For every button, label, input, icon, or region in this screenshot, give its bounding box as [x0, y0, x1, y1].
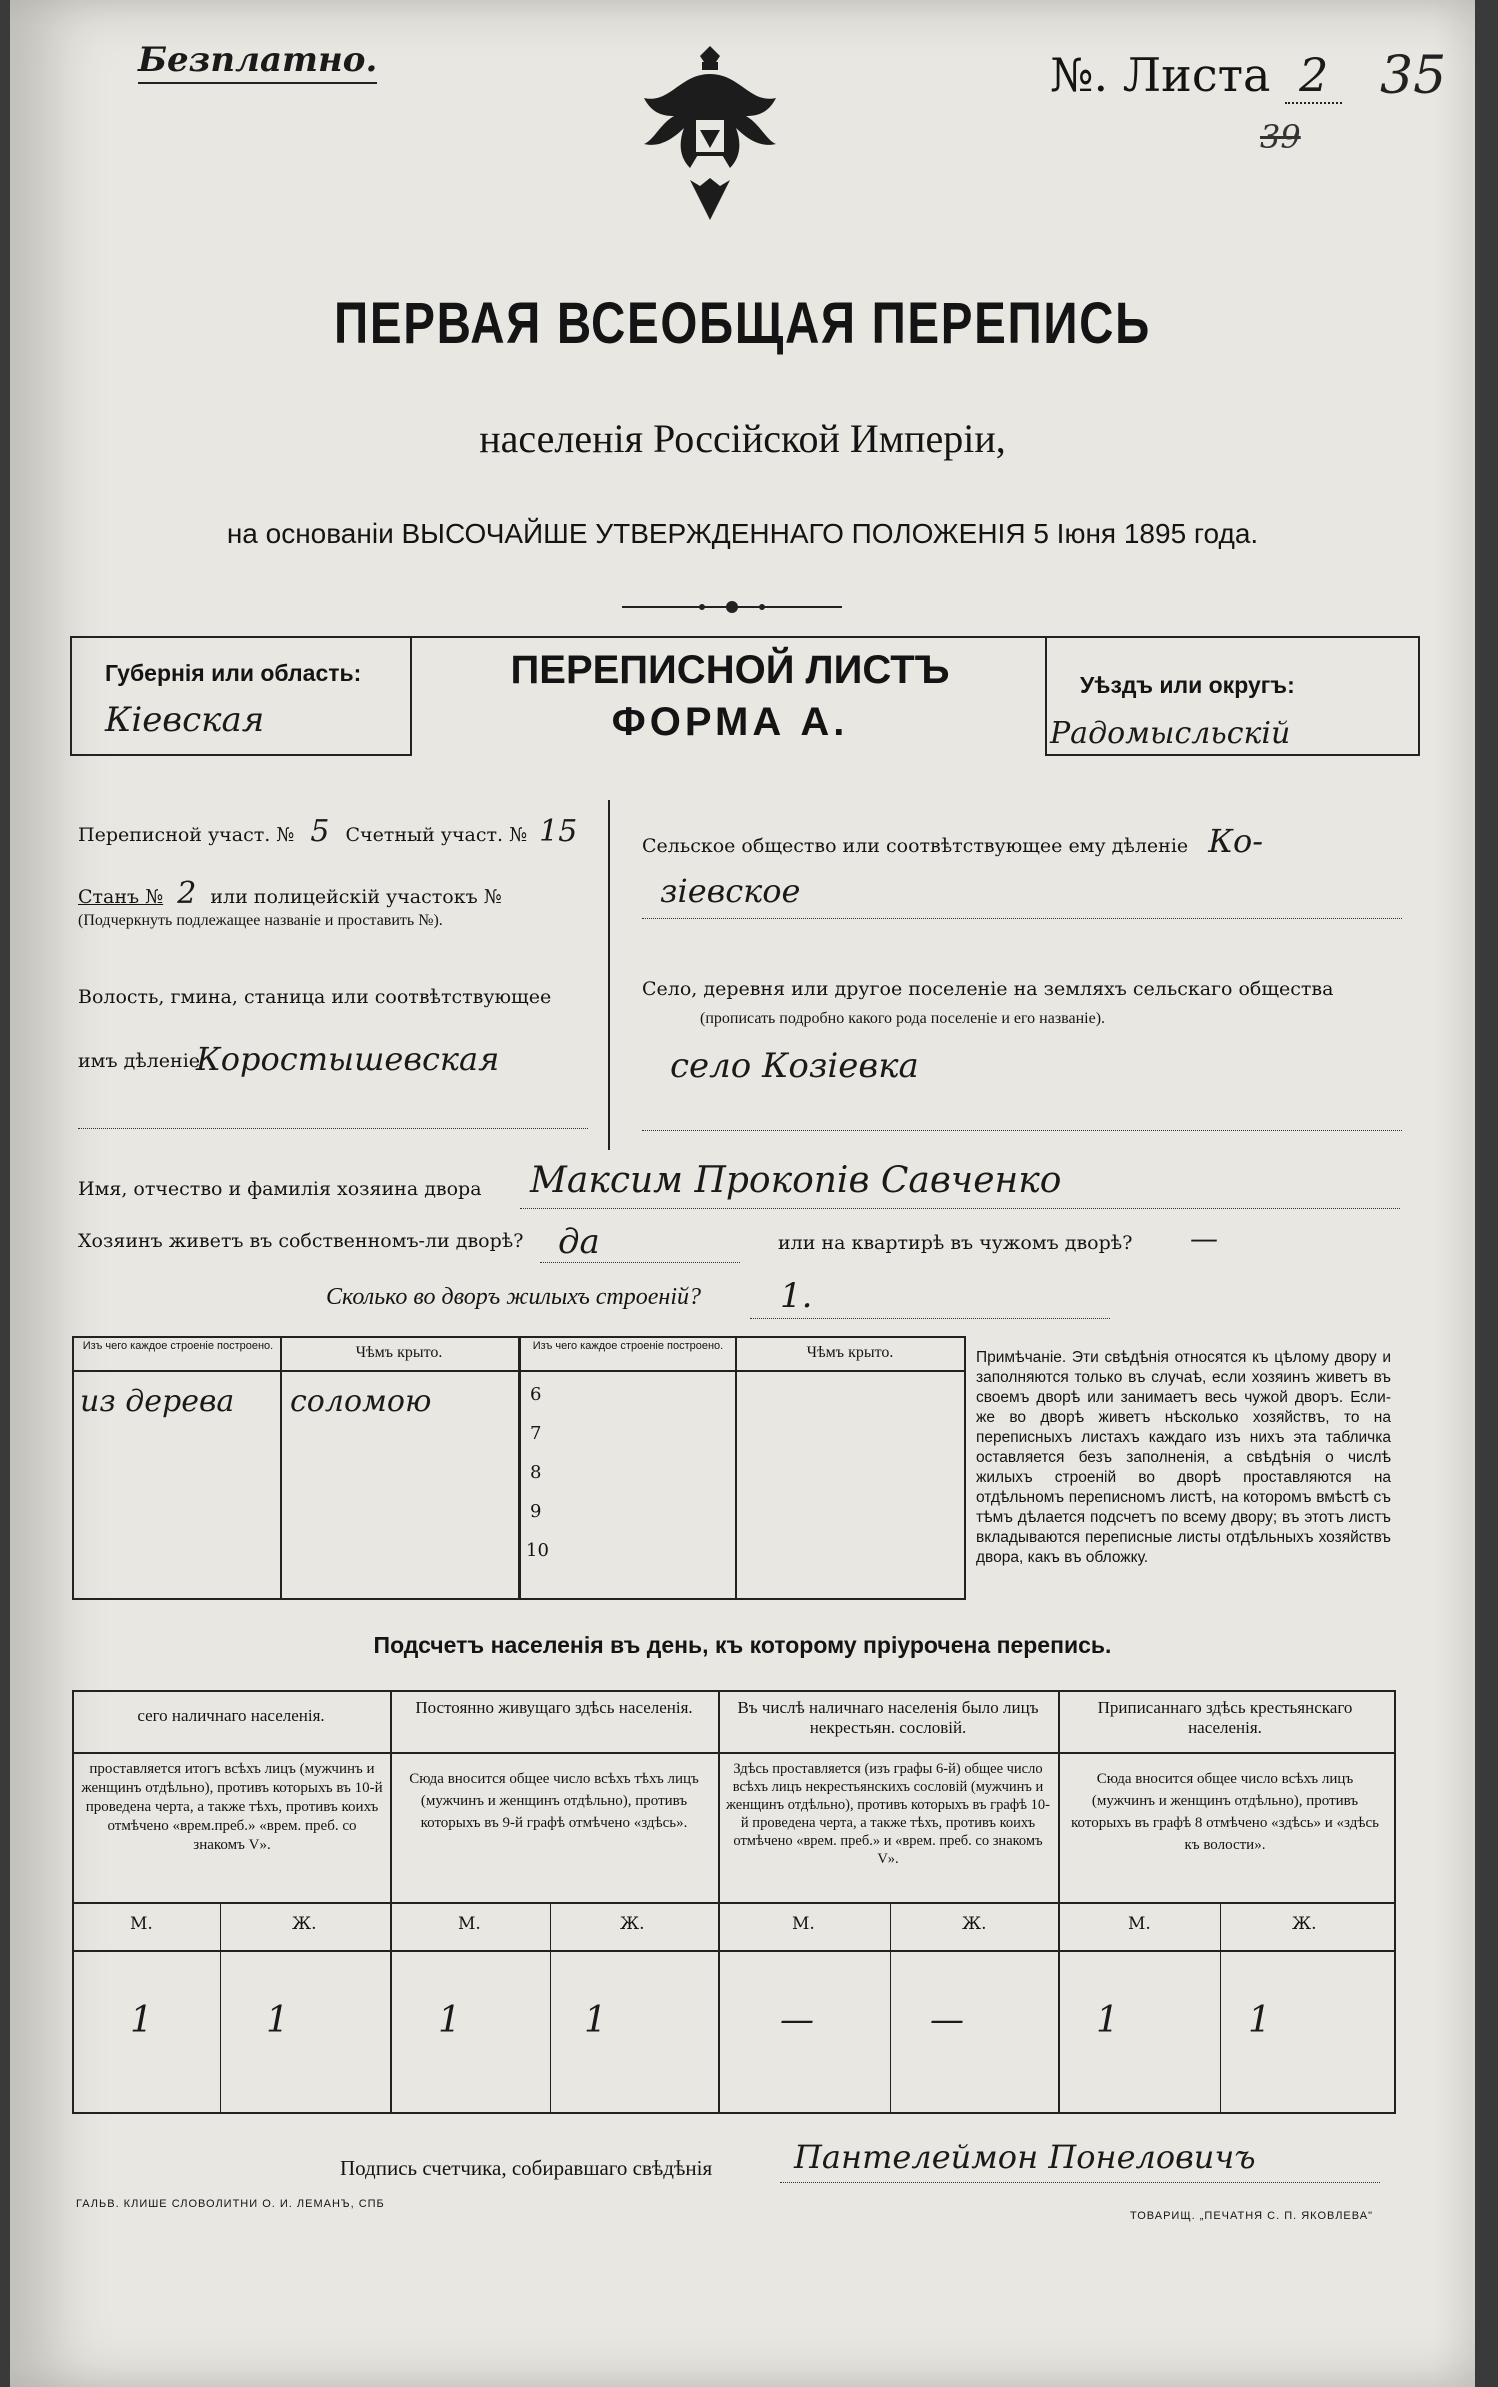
owner-own-value[interactable]: да	[558, 1222, 600, 1262]
buildings-col4-head: Чѣмъ крыто.	[806, 1344, 894, 1361]
form-name: ФОРМА А.	[611, 700, 849, 744]
count-sub-1	[220, 1902, 221, 2112]
count-body-rule	[72, 1902, 1394, 1904]
obshchestvo-value-1[interactable]: Ко-	[1208, 822, 1264, 860]
building-1-roof[interactable]: соломою	[290, 1384, 432, 1419]
count-sub-4	[1220, 1902, 1221, 2112]
count-2-zh[interactable]: 1	[584, 2000, 607, 2041]
count-2-m[interactable]: 1	[438, 2000, 461, 2041]
count-mzh-rule	[72, 1950, 1394, 1952]
buildings-table-vrule-2	[518, 1336, 521, 1598]
obshchestvo-label: Сельское общество или соотвѣтствующее ему дѣленіе	[642, 835, 1189, 857]
buildings-col3-head: Изъ чего каждое строеніе построено.	[532, 1340, 724, 1352]
count-col4-body: Сюда вносится общее число всѣхъ лицъ (мужчинъ и женщинъ отдѣльно), противъ которыхъ въ графѣ 8 отмѣчено «здѣсь» и «здѣсь къ волости».	[1071, 1771, 1379, 1853]
owner-own-label: Хозяинъ живетъ въ собственномъ-ли дворѣ?	[78, 1230, 524, 1252]
corner-number-crossed: 39	[1260, 118, 1301, 156]
stan-label: Станъ №	[78, 886, 164, 908]
zh-label-3: Ж.	[962, 1914, 987, 1934]
buildings-label: Сколько во дворъ жилыхъ строеній?	[326, 1284, 701, 1310]
signature-line	[780, 2182, 1380, 2183]
stan-note: (Подчеркнуть подлежащее названіе и проставить №).	[78, 912, 443, 929]
buildings-col1-head: Изъ чего каждое строеніе построено.	[82, 1340, 274, 1352]
corner-number: 35	[1380, 46, 1447, 106]
selo-note: (прописать подробно какого рода поселеніе и его названіе).	[700, 1010, 1106, 1027]
owner-rent-value[interactable]: —	[1190, 1222, 1218, 1255]
form-left-rule	[70, 636, 72, 756]
count-3-zh[interactable]: —	[930, 2000, 964, 2040]
count-col1-head: сего наличнаго населенія.	[137, 1706, 325, 1725]
schetny-value[interactable]: 15	[539, 814, 578, 849]
gubernia-value[interactable]: Кіевская	[105, 700, 265, 740]
buildings-table-vrule-3	[735, 1336, 737, 1598]
count-3-m[interactable]: —	[780, 2000, 814, 2040]
sheet-number	[1050, 48, 1342, 102]
owner-name-line	[520, 1208, 1400, 1209]
count-col2-head: Постоянно живущаго здѣсь населенія.	[415, 1698, 693, 1717]
building-1-material[interactable]: из дерева	[80, 1384, 235, 1419]
row-number-9: 9	[530, 1501, 542, 1522]
zh-label-1: Ж.	[292, 1914, 317, 1934]
footer-left: ГАЛЬВ. КЛИШЕ СЛОВОЛИТНИ О. И. ЛЕМАНЪ, СПБ	[76, 2198, 385, 2210]
count-col1-body: проставляется итогъ всѣхъ лицъ (мужчинъ и женщинъ отдѣльно), противъ которыхъ въ 10-й проведена черта, а также тѣхъ, противъ коихъ отмѣчено «врем.преб.» «врем. преб. со знакомъ V».	[81, 1761, 383, 1853]
form-mid-left-rule	[410, 636, 412, 756]
sheet-number-value: 2	[1285, 48, 1342, 104]
obshchestvo-blank-line	[642, 918, 1402, 919]
m-label-3: М.	[792, 1914, 815, 1934]
selo-value[interactable]: село Козіевка	[670, 1046, 919, 1086]
volost-label-2: имъ дѣленіе	[78, 1050, 201, 1072]
mid-divider	[608, 800, 610, 1150]
signature-value[interactable]: Пантелеймон Понеловичъ	[794, 2138, 1256, 2176]
count-sub-3	[890, 1902, 891, 2112]
buildings-value[interactable]: 1.	[780, 1276, 813, 1316]
stan-rest-label: или полицейскій участокъ №	[210, 886, 502, 908]
m-label-2: М.	[458, 1914, 481, 1934]
sheet-title: ПЕРЕПИСНОЙ ЛИСТЪ	[510, 648, 950, 692]
count-title: Подсчетъ населенія въ день, къ которому пріурочена перепись.	[373, 1632, 1112, 1658]
volost-value[interactable]: Коростышевская	[196, 1040, 500, 1078]
uezd-label: Уѣздъ или округъ:	[1080, 672, 1295, 698]
selo-label: Село, деревня или другое поселеніе на земляхъ сельскаго общества	[642, 978, 1334, 1000]
count-1-m[interactable]: 1	[130, 2000, 153, 2041]
obshchestvo-row	[642, 822, 1263, 860]
uchastok-value[interactable]: 5	[310, 814, 330, 849]
census-sheet	[10, 0, 1475, 2387]
uchastok-label: Переписной участ. №	[78, 824, 295, 846]
buildings-line	[750, 1318, 1110, 1319]
buildings-table-vrule-1	[280, 1336, 282, 1598]
form-mid-right-rule	[1045, 636, 1047, 756]
zh-label-2: Ж.	[620, 1914, 645, 1934]
buildings-col2-head: Чѣмъ крыто.	[355, 1344, 443, 1361]
gubernia-label: Губернія или область:	[105, 660, 362, 686]
stan-row	[78, 876, 502, 911]
volost-label: Волость, гмина, станица или соотвѣтствующее	[78, 986, 552, 1008]
signature-label: Подпись счетчика, собиравшаго свѣдѣнія	[340, 2156, 713, 2180]
form-top-rule	[70, 636, 1420, 638]
row-number-7: 7	[530, 1423, 542, 1444]
basis-line: на основаніи ВЫСОЧАЙШЕ УТВЕРЖДЕННАГО ПОЛОЖЕНІЯ 5 Іюня 1895 года.	[226, 518, 1259, 549]
table-note: Примѣчаніе. Эти свѣдѣнія относятся къ цѣлому двору и заполняются только въ случаѣ, если хозяинъ живетъ въ своемъ дворѣ или занимаетъ весь чужой дворъ. Если-же во дворѣ живетъ нѣсколько хозяйствъ, то на переписныхъ листахъ каждаго изъ нихъ эта табличка оставляется безъ заполненія, а свѣдѣнія о числѣ жилыхъ строеній во дворѣ проставляются на отдѣльномъ переписномъ листѣ, на которомъ вмѣстѣ съ тѣмъ дѣлается подсчетъ по всему двору; въ этотъ листъ вкладываются переписные листы отдѣльныхъ хозяйствъ двора, какъ въ обложку.	[976, 1349, 1391, 1566]
owner-name-value[interactable]: Максим Прокопів Савченко	[530, 1160, 1062, 1201]
form-bottom-rule-right	[1045, 754, 1420, 756]
subtitle: населенія Россійской Имперіи,	[479, 416, 1006, 461]
sheet-number-label: №. Листа	[1050, 48, 1271, 102]
count-col2-body: Сюда вносится общее число всѣхъ тѣхъ лицъ (мужчинъ и женщинъ отдѣльно), противъ которыхъ въ 9-й графѣ отмѣчено «здѣсь».	[409, 1771, 699, 1831]
m-label-1: М.	[130, 1914, 153, 1934]
count-4-m[interactable]: 1	[1096, 2000, 1119, 2041]
imperial-eagle-emblem	[630, 40, 790, 240]
m-label-4: М.	[1128, 1914, 1151, 1934]
count-4-zh[interactable]: 1	[1248, 2000, 1271, 2041]
row-number-6: 6	[530, 1384, 542, 1405]
main-title: ПЕРВАЯ ВСЕОБЩАЯ ПЕРЕПИСЬ	[334, 291, 1151, 356]
row-number-10: 10	[526, 1540, 549, 1561]
footer-right: ТОВАРИЩ. „ПЕЧАТНЯ С. П. ЯКОВЛЕВА"	[1130, 2210, 1373, 2222]
form-bottom-rule-left	[70, 754, 410, 756]
obshchestvo-value-2[interactable]: зіевское	[660, 872, 801, 910]
owner-own-line	[540, 1262, 740, 1263]
stan-value[interactable]: 2	[177, 876, 197, 911]
free-mark: Безплатно.	[138, 40, 377, 84]
uchastok-row	[78, 814, 583, 849]
volost-blank-line	[78, 1128, 588, 1129]
count-col4-head: Приписаннаго здѣсь крестьянскаго населенія.	[1097, 1698, 1353, 1737]
selo-blank-line	[642, 1130, 1402, 1131]
owner-name-label: Имя, отчество и фамилія хозяина двора	[78, 1178, 482, 1200]
zh-label-4: Ж.	[1292, 1914, 1317, 1934]
count-col3-head: Въ числѣ наличнаго населенія было лицъ некрестьян. сословій.	[737, 1698, 1039, 1737]
owner-rent-label: или на квартирѣ въ чужомъ дворѣ?	[778, 1232, 1133, 1254]
ornament-divider	[622, 598, 842, 616]
count-head-rule	[72, 1752, 1394, 1754]
count-1-zh[interactable]: 1	[266, 2000, 289, 2041]
count-col3-body: Здѣсь проставляется (изъ графы 6-й) общее число всѣхъ лицъ некрестьянскихъ сословій (мужчинъ и женщинъ отдѣльно), противъ которыхъ въ графѣ 10-й проведена черта, а также тѣхъ, противъ коихъ отмѣчено «врем. преб.» и «врем. преб. со знакомъ V».	[725, 1761, 1051, 1867]
uezd-value[interactable]: Радомысльскій	[1050, 716, 1291, 751]
count-sub-2	[550, 1902, 551, 2112]
schetny-label: Счетный участ. №	[345, 824, 528, 846]
form-right-rule	[1418, 636, 1420, 756]
row-number-8: 8	[530, 1462, 542, 1483]
